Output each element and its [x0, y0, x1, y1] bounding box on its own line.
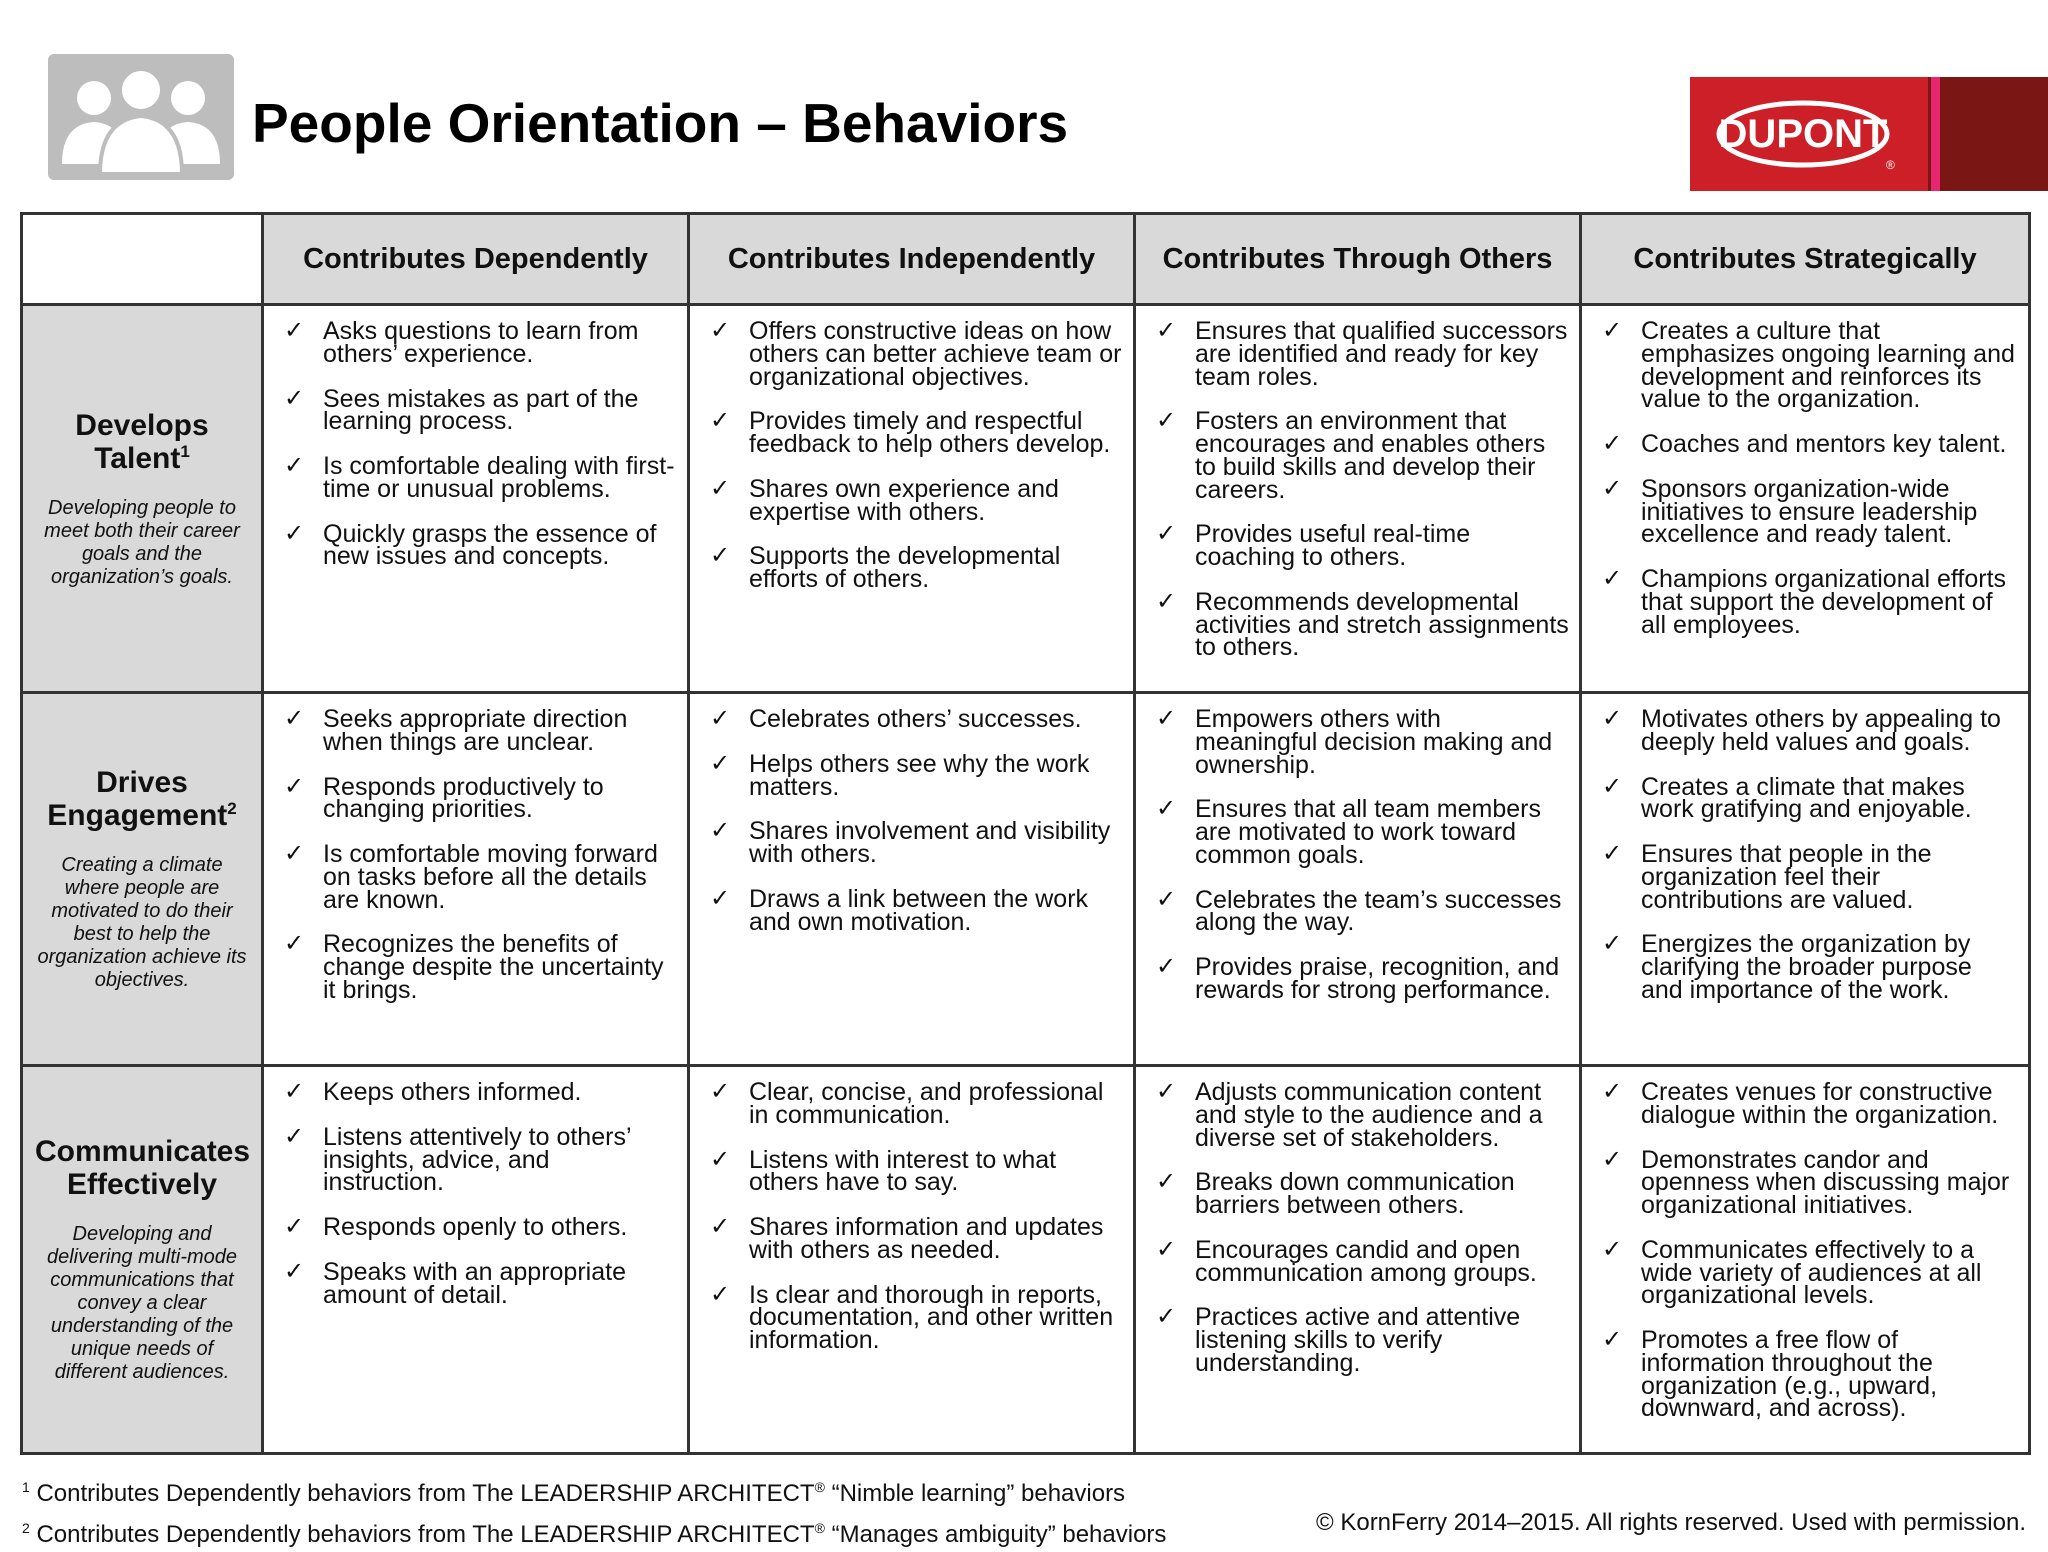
behavior-text: Recognizes the benefits of change despite the uncertainty it brings.: [323, 930, 664, 1004]
footnotes: [22, 1470, 1166, 1552]
behavior-text: Is comfortable moving forward on tasks before all the details are known.: [323, 840, 658, 914]
behavior-cell: [1581, 305, 2030, 693]
behavior-text: Demonstrates candor and openness when discussing major organizational initiatives.: [1641, 1145, 2010, 1219]
behaviors-table: [20, 212, 2031, 1455]
behavior-item: [1156, 406, 1569, 504]
logo-wordmark: DUPONT: [1718, 112, 1888, 156]
behavior-text: Breaks down communication barriers between others.: [1195, 1168, 1515, 1219]
behavior-item: [1156, 1077, 1569, 1152]
row-description: Developing people to meet both their career goals and the organization’s goals.: [44, 496, 240, 588]
behavior-text: Shares information and updates with others as needed.: [749, 1213, 1104, 1264]
checkmark-icon: ✓: [284, 383, 305, 412]
behavior-cell: [263, 693, 689, 1066]
checkmark-icon: ✓: [710, 816, 731, 845]
behavior-item: [1156, 316, 1569, 391]
behavior-item: [284, 383, 677, 436]
behavior-list: [284, 704, 677, 1004]
behavior-list: [1602, 1077, 2018, 1423]
column-header: Contributes Strategically: [1581, 214, 2030, 305]
behavior-text: Motivates others by appealing to deeply held values and goals.: [1641, 705, 2001, 756]
behavior-text: Provides praise, recognition, and rewards for strong performance.: [1195, 953, 1560, 1004]
checkmark-icon: ✓: [284, 1121, 305, 1150]
behavior-text: Is clear and thorough in reports, documentation, and other written information.: [749, 1280, 1114, 1354]
checkmark-icon: ✓: [710, 406, 731, 435]
behavior-item: [284, 1256, 677, 1309]
checkmark-icon: ✓: [284, 1256, 305, 1285]
behavior-list: [284, 316, 677, 571]
checkmark-icon: ✓: [284, 771, 305, 800]
behavior-item: [1156, 1234, 1569, 1287]
row-name: [35, 1135, 249, 1201]
checkmark-icon: ✓: [1602, 839, 1623, 867]
behavior-cell: [1135, 693, 1581, 1066]
behavior-list: [710, 704, 1123, 936]
behavior-item: [284, 771, 677, 824]
behavior-cell: [1135, 1066, 1581, 1454]
footnote-quote: “Manages ambiguity” behaviors: [831, 1521, 1167, 1548]
checkmark-icon: ✓: [1156, 952, 1177, 980]
checkmark-icon: ✓: [1602, 1325, 1623, 1353]
behavior-text: Shares own experience and expertise with others.: [749, 474, 1059, 526]
behavior-text: Supports the developmental efforts of others.: [749, 542, 1061, 593]
behavior-cell: [689, 693, 1135, 1066]
behavior-text: Champions organizational efforts that support the development of all employees.: [1641, 565, 2007, 639]
behavior-text: Coaches and mentors key talent.: [1641, 430, 2007, 458]
checkmark-icon: ✓: [710, 1212, 731, 1240]
footnote-marker: 2: [22, 1520, 30, 1536]
behavior-item: [710, 883, 1123, 936]
behavior-item: [710, 1212, 1123, 1264]
behavior-item: [1602, 564, 2018, 639]
checkmark-icon: ✓: [1602, 1234, 1623, 1263]
behavior-text: Ensures that people in the organization feel their contributions are valued.: [1641, 840, 1932, 914]
behavior-item: [1602, 473, 2018, 549]
behavior-cell: [263, 305, 689, 693]
checkmark-icon: ✓: [710, 316, 731, 344]
behavior-cell: [1581, 693, 2030, 1066]
footnote: [22, 1470, 1166, 1511]
behavior-item: [1602, 1325, 2018, 1423]
behavior-item: [710, 816, 1123, 868]
checkmark-icon: ✓: [1602, 316, 1623, 344]
behavior-item: [710, 406, 1123, 458]
registered-mark: ®: [814, 1479, 825, 1495]
behavior-item: [1602, 704, 2018, 756]
behavior-item: [1156, 704, 1569, 779]
registered-mark: ®: [814, 1520, 825, 1536]
copyright-notice: © KornFerry 2014–2015. All rights reserved. Used with permission.: [1315, 1509, 2026, 1536]
behavior-item: [710, 1279, 1123, 1354]
behavior-item: [1602, 1144, 2018, 1219]
row-label-cell: [22, 1066, 263, 1454]
checkmark-icon: ✓: [1156, 586, 1177, 615]
behavior-cell: [1581, 1066, 2030, 1454]
behavior-item: [1602, 929, 2018, 1004]
behavior-cell: [263, 1066, 689, 1454]
behavior-item: [710, 1144, 1123, 1197]
footnote: [22, 1511, 1166, 1552]
behavior-text: Provides timely and respectful feedback to help others develop.: [749, 407, 1111, 458]
behavior-text: Clear, concise, and professional in communication.: [749, 1078, 1104, 1129]
row-label-cell: [22, 693, 263, 1066]
footnote-marker: 1: [22, 1479, 30, 1495]
behavior-text: Keeps others informed.: [323, 1078, 582, 1106]
behavior-item: [1156, 952, 1569, 1004]
corner-cell: [22, 214, 263, 305]
behavior-list: [284, 1077, 677, 1309]
behavior-item: [1602, 1077, 2018, 1129]
dupont-logo: [1690, 77, 2048, 191]
checkmark-icon: ✓: [1156, 794, 1177, 823]
checkmark-icon: ✓: [284, 518, 305, 547]
checkmark-icon: ✓: [710, 704, 731, 732]
behavior-text: Promotes a free flow of information throughout the organization (e.g., upward, downward, and across).: [1641, 1326, 1938, 1423]
page-title: People Orientation – Behaviors: [252, 92, 1069, 154]
footnote-text: Contributes Dependently behaviors from The LEADERSHIP ARCHITECT: [36, 1521, 815, 1548]
behavior-text: Sponsors organization-wide initiatives to ensure leadership excellence and ready talent.: [1641, 474, 1978, 549]
footnote-marker: 1: [180, 441, 190, 461]
footnote-marker: 2: [227, 799, 237, 818]
behavior-item: [284, 316, 677, 368]
checkmark-icon: ✓: [710, 541, 731, 570]
behavior-item: [1602, 1234, 2018, 1310]
behavior-item: [284, 1212, 677, 1241]
behavior-item: [1156, 794, 1569, 869]
row-label-cell: [22, 305, 263, 693]
behavior-item: [1602, 429, 2018, 458]
column-header: Contributes Independently: [689, 214, 1135, 305]
behavior-text: Creates venues for constructive dialogue within the organization.: [1641, 1078, 1999, 1129]
behavior-item: [284, 451, 677, 503]
behavior-text: Asks questions to learn from others’ experience.: [323, 317, 639, 368]
behavior-text: Speaks with an appropriate amount of detail.: [323, 1257, 626, 1309]
checkmark-icon: ✓: [284, 929, 305, 958]
checkmark-icon: ✓: [1602, 1144, 1623, 1173]
behavior-text: Fosters an environment that encourages and enables others to build skills and develop their careers.: [1195, 407, 1546, 504]
checkmark-icon: ✓: [1156, 406, 1177, 435]
logo-registered-mark: ®: [1886, 158, 1895, 172]
behavior-text: Ensures that all team members are motivated to work toward common goals.: [1195, 795, 1541, 869]
behavior-cell: [689, 1066, 1135, 1454]
checkmark-icon: ✓: [284, 1077, 305, 1105]
checkmark-icon: ✓: [1156, 519, 1177, 548]
column-header: Contributes Through Others: [1135, 214, 1581, 305]
row-name: [35, 409, 249, 475]
checkmark-icon: ✓: [1156, 704, 1177, 732]
behavior-text: Sees mistakes as part of the learning process.: [323, 384, 639, 436]
behavior-text: Celebrates others’ successes.: [749, 705, 1082, 733]
behavior-text: Communicates effectively to a wide variety of audiences at all organizational levels.: [1641, 1235, 1982, 1310]
behavior-item: [1602, 316, 2018, 414]
behavior-list: [1602, 704, 2018, 1004]
row-name-text: Develops Talent: [75, 408, 209, 475]
behavior-item: [284, 929, 677, 1004]
row-name-text: Communicates Effectively: [35, 1135, 251, 1201]
checkmark-icon: ✓: [710, 473, 731, 502]
checkmark-icon: ✓: [1602, 771, 1623, 800]
checkmark-icon: ✓: [710, 748, 731, 777]
checkmark-icon: ✓: [1156, 1167, 1177, 1196]
checkmark-icon: ✓: [1156, 1234, 1177, 1263]
checkmark-icon: ✓: [1602, 704, 1623, 732]
behavior-item: [1156, 586, 1569, 662]
checkmark-icon: ✓: [710, 1279, 731, 1308]
row-description: Developing and delivering multi-mode communications that convey a clear understanding of the unique needs of different audiences.: [46, 1223, 238, 1383]
behavior-text: Creates a culture that emphasizes ongoing learning and development and reinforces its value to the organization.: [1641, 317, 2015, 414]
behavior-list: [1602, 316, 2018, 639]
behavior-list: [1156, 704, 1569, 1004]
row-name: [35, 766, 249, 832]
behavior-text: Quickly grasps the essence of new issues and concepts.: [323, 519, 657, 571]
table-row: [22, 305, 2030, 693]
checkmark-icon: ✓: [1602, 429, 1623, 457]
behavior-item: [284, 839, 677, 914]
behavior-text: Encourages candid and open communication among groups.: [1195, 1235, 1537, 1287]
behavior-text: Celebrates the team’s successes along the way.: [1195, 885, 1562, 937]
checkmark-icon: ✓: [1156, 884, 1177, 913]
behavior-list: [710, 1077, 1123, 1354]
checkmark-icon: ✓: [710, 1077, 731, 1105]
behavior-item: [710, 1077, 1123, 1129]
behavior-item: [1156, 1302, 1569, 1377]
behavior-item: [284, 1121, 677, 1197]
checkmark-icon: ✓: [1602, 564, 1623, 592]
behavior-text: Provides useful real-time coaching to others.: [1195, 520, 1471, 571]
behavior-text: Responds openly to others.: [323, 1213, 628, 1241]
behavior-item: [710, 473, 1123, 526]
table-row: [22, 693, 2030, 1066]
behavior-list: [710, 316, 1123, 593]
behavior-text: Energizes the organization by clarifying the broader purpose and importance of the work.: [1641, 930, 1972, 1004]
checkmark-icon: ✓: [710, 883, 731, 912]
behavior-text: Listens with interest to what others have to say.: [749, 1145, 1057, 1197]
table-header-row: [22, 214, 2030, 305]
behavior-text: Creates a climate that makes work gratifying and enjoyable.: [1641, 772, 1972, 824]
checkmark-icon: ✓: [1602, 473, 1623, 502]
behavior-text: Offers constructive ideas on how others can better achieve team or organizational objectives.: [749, 317, 1122, 391]
behavior-text: Responds productively to changing priorities.: [323, 772, 604, 824]
checkmark-icon: ✓: [284, 1212, 305, 1240]
behavior-text: Helps others see why the work matters.: [749, 749, 1090, 801]
behavior-item: [1602, 839, 2018, 914]
checkmark-icon: ✓: [1602, 929, 1623, 958]
table-row: [22, 1066, 2030, 1454]
behavior-item: [710, 541, 1123, 593]
checkmark-icon: ✓: [1156, 1077, 1177, 1105]
behavior-item: [1156, 884, 1569, 937]
behavior-text: Is comfortable dealing with first-time or unusual problems.: [323, 452, 675, 503]
behavior-text: Practices active and attentive listening skills to verify understanding.: [1195, 1303, 1521, 1377]
behavior-item: [1156, 519, 1569, 571]
behavior-item: [284, 518, 677, 571]
checkmark-icon: ✓: [710, 1144, 731, 1173]
behavior-item: [1602, 771, 2018, 824]
behavior-item: [710, 748, 1123, 801]
column-header: Contributes Dependently: [263, 214, 689, 305]
checkmark-icon: ✓: [1602, 1077, 1623, 1105]
behavior-cell: [689, 305, 1135, 693]
behavior-item: [284, 704, 677, 756]
behavior-cell: [1135, 305, 1581, 693]
behavior-item: [710, 704, 1123, 733]
checkmark-icon: ✓: [1156, 316, 1177, 344]
behavior-text: Recommends developmental activities and stretch assignments to others.: [1195, 587, 1569, 662]
row-name-text: Drives Engagement: [47, 766, 228, 832]
row-description: Creating a climate where people are motivated to do their best to help the organization achieve its objectives.: [37, 854, 247, 991]
behavior-item: [284, 1077, 677, 1106]
behavior-list: [1156, 1077, 1569, 1377]
behavior-text: Seeks appropriate direction when things are unclear.: [323, 705, 628, 756]
footnote-text: Contributes Dependently behaviors from The LEADERSHIP ARCHITECT: [36, 1480, 815, 1507]
behavior-text: Ensures that qualified successors are identified and ready for key team roles.: [1195, 317, 1568, 391]
checkmark-icon: ✓: [284, 316, 305, 344]
behavior-text: Empowers others with meaningful decision making and ownership.: [1195, 705, 1553, 779]
behavior-text: Listens attentively to others’ insights, advice, and instruction.: [323, 1122, 631, 1197]
checkmark-icon: ✓: [284, 704, 305, 732]
behavior-text: Shares involvement and visibility with others.: [749, 817, 1111, 868]
people-group-icon: [48, 54, 234, 180]
behavior-item: [710, 316, 1123, 391]
behavior-text: Draws a link between the work and own motivation.: [749, 884, 1089, 936]
checkmark-icon: ✓: [1156, 1302, 1177, 1331]
behavior-item: [1156, 1167, 1569, 1219]
checkmark-icon: ✓: [284, 839, 305, 867]
checkmark-icon: ✓: [284, 451, 305, 479]
behavior-list: [1156, 316, 1569, 662]
behavior-text: Adjusts communication content and style to the audience and a diverse set of stakeholders.: [1195, 1078, 1543, 1152]
footnote-quote: “Nimble learning” behaviors: [831, 1480, 1126, 1507]
